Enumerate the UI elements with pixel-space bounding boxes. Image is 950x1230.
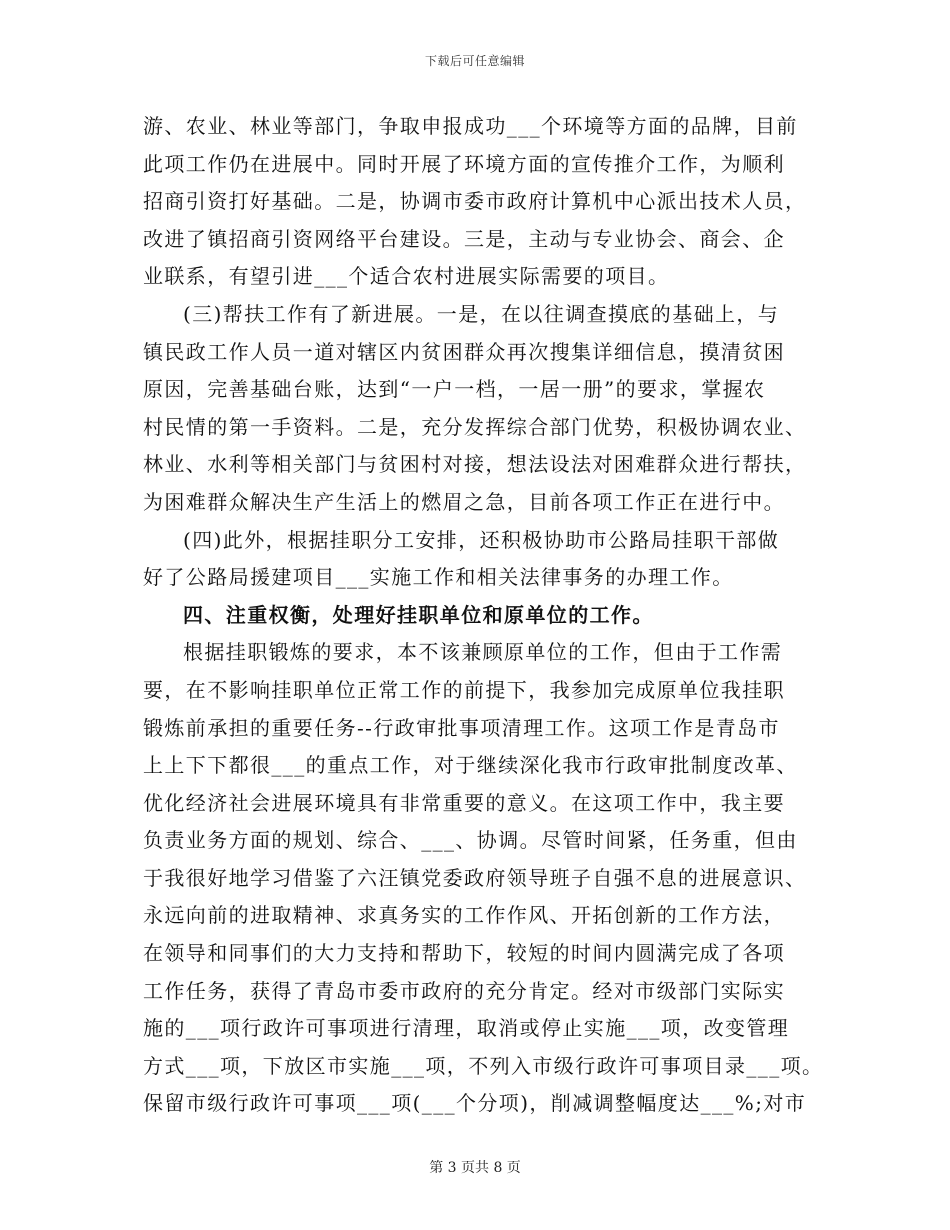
body-line: 保留市级行政许可事项___项(___个分项)，削减调整幅度达___%;对市: [143, 1091, 807, 1116]
body-line: 好了公路局援建项目___实施工作和相关法律事务的办理工作。: [143, 565, 734, 590]
paragraph-start-line: 根据挂职锻炼的要求，本不该兼顾原单位的工作，但由于工作需: [183, 640, 783, 665]
body-line: 施的___项行政许可事项进行清理，取消或停止实施___项，改变管理: [143, 1016, 790, 1041]
body-line: 为困难群众解决生产生活上的燃眉之急，目前各项工作正在进行中。: [143, 489, 785, 514]
body-line: 村民情的第一手资料。二是，充分发挥综合部门优势，积极协调农业、: [143, 414, 807, 439]
body-line: 上上下下都很___的重点工作，对于继续深化我市行政审批制度改革、: [143, 753, 798, 778]
body-line: 林业、水利等相关部门与贫困村对接，想法设法对困难群众进行帮扶，: [143, 452, 807, 477]
body-line: 在领导和同事们的大力支持和帮助下，较短的时间内圆满完成了各项: [143, 941, 785, 966]
page-header: 下载后可任意编辑: [424, 54, 525, 68]
body-line: 优化经济社会进展环境具有非常重要的意义。在这项工作中，我主要: [143, 790, 785, 815]
body-line: 负责业务方面的规划、综合、___、协调。尽管时间紧，任务重，但由: [143, 828, 798, 853]
page-footer: 第 3 页共 8 页: [429, 1160, 521, 1176]
document-body: [143, 108, 823, 1123]
body-line: 锻炼前承担的重要任务--行政审批事项清理工作。这项工作是青岛市: [143, 715, 780, 740]
body-line: 原因，完善基础台账，达到“一户一档，一居一册”的要求，掌握农: [143, 377, 766, 402]
body-line: 改进了镇招商引资网络平台建设。三是，主动与专业协会、商会、企: [143, 226, 785, 251]
paragraph-start-line: (三)帮扶工作有了新进展。一是，在以往调查摸底的基础上，与: [183, 301, 780, 326]
body-line: 游、农业、林业等部门，争取申报成功___个环境等方面的品牌，目前: [143, 114, 798, 138]
body-line: 要，在不影响挂职单位正常工作的前提下，我参加完成原单位我挂职: [143, 677, 785, 702]
paragraph-start-line: (四)此外，根据挂职分工安排，还积极协助市公路局挂职干部做: [183, 527, 780, 552]
body-line: 招商引资打好基础。二是，协调市委市政府计算机中心派出技术人员，: [143, 189, 807, 214]
body-line: 工作任务，获得了青岛市委市政府的充分肯定。经对市级部门实际实: [143, 978, 785, 1003]
body-line: 业联系，有望引进___个适合农村进展实际需要的项目。: [143, 264, 670, 289]
body-line: 方式___项，下放区市实施___项，不列入市级行政许可事项目录___项。: [143, 1053, 824, 1078]
body-line: 于我很好地学习借鉴了六汪镇党委政府领导班子自强不息的进展意识、: [143, 865, 807, 890]
section-heading: 四、注重权衡，处理好挂职单位和原单位的工作。: [183, 602, 654, 627]
body-line: 镇民政工作人员一道对辖区内贫困群众再次搜集详细信息，摸清贫困: [143, 339, 785, 364]
body-line: 永远向前的进取精神、求真务实的工作作风、开拓创新的工作方法，: [143, 903, 785, 928]
body-line: 此项工作仍在进展中。同时开展了环境方面的宣传推介工作，为顺利: [143, 151, 785, 176]
